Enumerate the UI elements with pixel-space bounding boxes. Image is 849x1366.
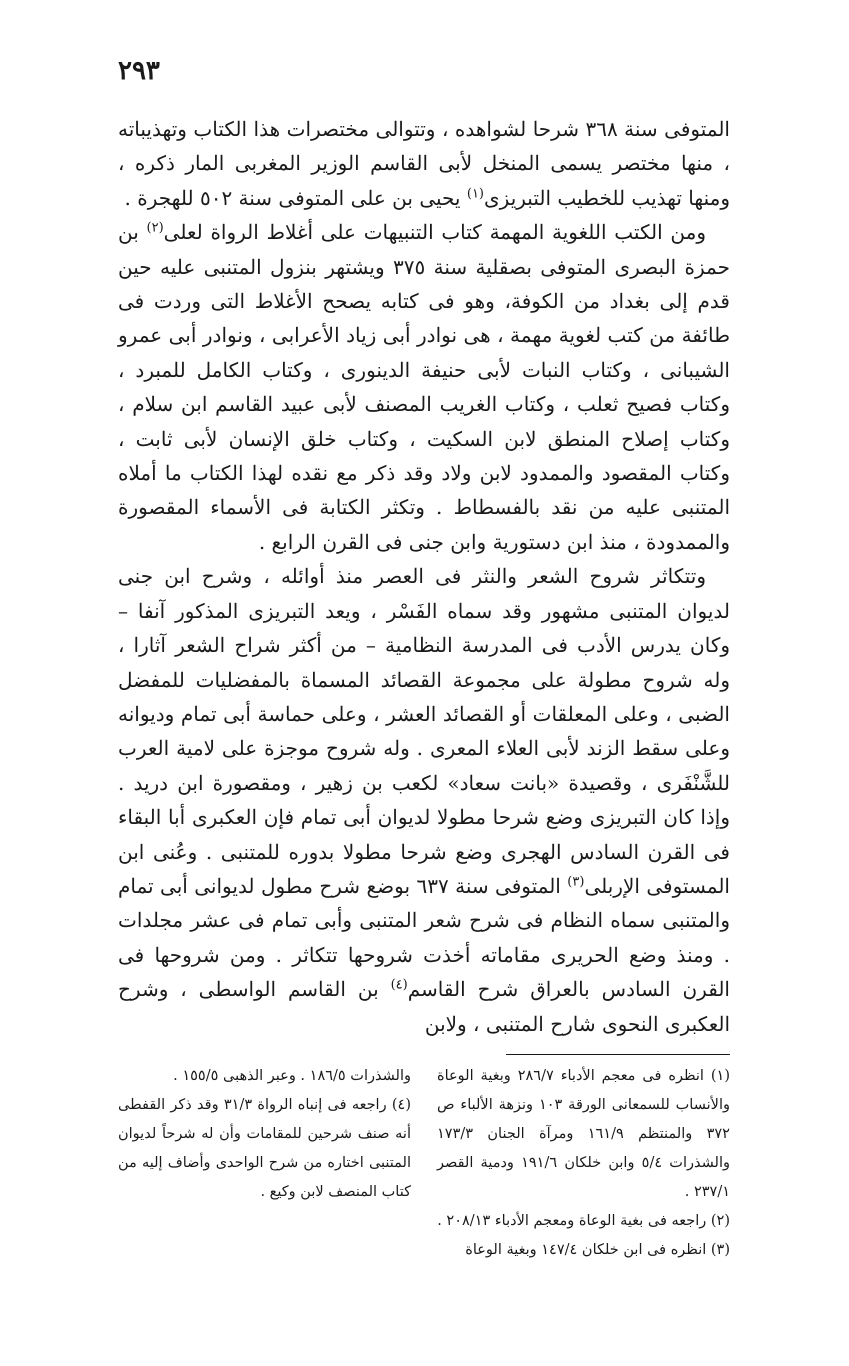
- paragraph-3-text-c: بن القاسم الواسطى ، وشرح العكبرى النحوى شارح المتنبى ، ولابن: [118, 977, 730, 1036]
- paragraph-3-text-b: المتوفى سنة ٦٣٧ بوضع شرح مطول لديوانى أبى تمام والمتنبى سماه النظام فى شرح شعر المتنبى وأبى تمام فى عشر مجلدات . ومنذ وضع الحريرى مقاماته أخذت شروحها تتكاثر . ومن شروحها فى القرن السادس بالعراق شرح القاسم: [118, 873, 730, 1002]
- body-text: [118, 112, 730, 1041]
- footnote-divider: [506, 1054, 730, 1055]
- footnotes: [118, 1062, 730, 1265]
- footnote-1: (١) انظره فى معجم الأدباء ٢٨٦/٧ وبغية الوعاة والأنساب للسمعانى الورقة ١٠٣ ونزهة الألباء ص ٣٧٢ والمنتظم ١٦١/٩ ومرآة الجنان ١٧٣/٣ والشذرات ٥/٤ وابن خلكان ١٩١/٦ ودمية القصر ٢٣٧/١ .: [437, 1068, 731, 1200]
- footnote-marker-1: (١): [466, 186, 484, 202]
- footnote-4: (٤) راجعه فى إنباه الرواة ٣١/٣ وقد ذكر القفطى أنه صنف شرحين للمقامات وأن له شرحاً لديوان المتنبى اختاره من شرح الواحدى وأضاف إليه من كتاب المنصف لابن وكيع .: [118, 1097, 411, 1200]
- paragraph-1-text-b: يحيى بن على المتوفى سنة ٥٠٢ للهجرة .: [124, 185, 467, 210]
- footnotes-left-column: [118, 1062, 411, 1265]
- paragraph-3: [118, 559, 730, 1041]
- footnote-marker-4: (٤): [390, 977, 408, 993]
- paragraph-2-text-b: بن حمزة البصرى المتوفى بصقلية سنة ٣٧٥ ويشتهر بنزول المتنبى عليه حين قدم إلى بغداد من الكوفة، وهو فى كتابه يصحح الأغلاط التى وردت فى طائفة من كتب لغوية مهمة ، هى نوادر أبى زياد الأعرابى ، ونوادر أبى عمرو الشيبانى ، وكتاب النبات لأبى حنيفة الدينورى ، وكتاب الكامل للمبرد ، وكتاب فصيح ثعلب ، وكتاب الغريب المصنف لأبى عبيد القاسم ابن سلام ، وكتاب إصلاح المنطق لابن السكيت ، وكتاب خلق الإنسان لأبى ثابت ، وكتاب المقصود والممدود لابن ولاد وقد ذكر مع نقده لهذا الكتاب ما أملاه المتنبى عليه من نقد بالفسطاط . وتكثر الكتابة فى الأسماء المقصورة والممدودة ، منذ ابن دستورية وابن جنى فى القرن الرابع .: [118, 220, 730, 554]
- paragraph-1-text-a: المتوفى سنة ٣٦٨ شرحا لشواهده ، وتتوالى مختصرات هذا الكتاب وتهذيباته ، منها مختصر يسمى المنخل لأبى القاسم الوزير المغربى المار ذكره ، ومنها تهذيب للخطيب التبريزى: [118, 117, 730, 210]
- paragraph-2-text-a: ومن الكتب اللغوية المهمة كتاب التنبيهات على أغلاط الرواة لعلى: [163, 220, 706, 245]
- paragraph-1: [118, 112, 730, 215]
- paragraph-2: [118, 215, 730, 559]
- page-number: ٢٩٣: [118, 56, 160, 86]
- footnote-marker-2: (٢): [146, 220, 164, 236]
- footnote-marker-3: (٣): [567, 874, 585, 890]
- footnote-3: (٣) انظره فى ابن خلكان ١٤٧/٤ وبغية الوعاة: [465, 1242, 730, 1258]
- footnotes-right-column: [437, 1062, 730, 1265]
- footnote-2: (٢) راجعه فى بغية الوعاة ومعجم الأدباء ٢٠٨/١٣ .: [437, 1213, 730, 1229]
- paragraph-3-text-a: وتتكاثر شروح الشعر والنثر فى العصر منذ أوائله ، وشرح ابن جنى لديوان المتنبى مشهور وقد سماه الفَسْر ، ويعد التبريزى المذكور آنفا – وكان يدرس الأدب فى المدرسة النظامية – من أكثر شراح الشعر آثارا ، وله شروح مطولة على مجموعة القصائد المسماة بالمفضليات للمفضل الضبى ، وعلى المعلقات أو القصائد العشر ، وعلى حماسة أبى تمام وديوانه وعلى سقط الزند لأبى العلاء المعرى . وله شروح موجزة على لامية العرب للشَّنْفَرى ، وقصيدة «بانت سعاد» لكعب بن زهير ، ومقصورة ابن دريد . وإذا كان التبريزى وضع شرحا مطولا لديوان أبى تمام فإن العكبرى أبا البقاء فى القرن السادس الهجرى وضع شرحا مطولا بدوره للمتنبى . وعُنى ابن المستوفى الإربلى: [118, 564, 730, 898]
- footnote-3-continued: والشذرات ١٨٦/٥ . وعبر الذهبى ١٥٥/٥ .: [173, 1068, 411, 1084]
